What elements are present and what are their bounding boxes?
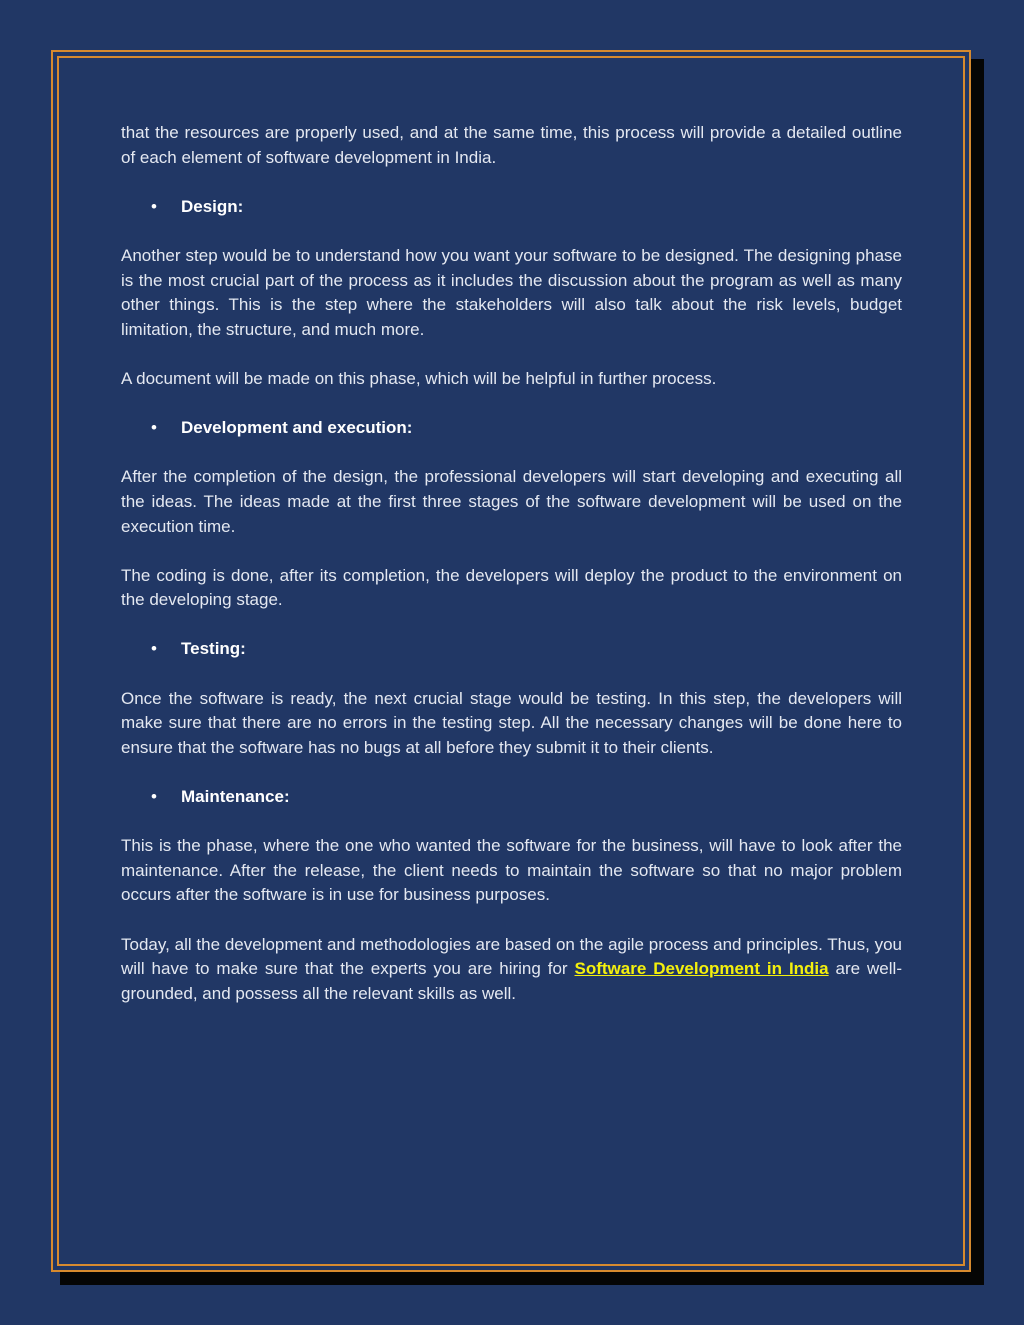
bullet-icon: • — [151, 639, 157, 659]
heading-design — [121, 195, 902, 220]
closing-paragraph — [121, 933, 902, 1007]
heading-maintenance-label: Maintenance: — [181, 787, 290, 807]
design-paragraph-1: Another step would be to understand how you want your software to be designed. The designing phase is the most crucial part of the process as it includes the discussion about the program as well as many other things. This is the step where the stakeholders will also talk about the risk levels, budget limitation, the structure, and much more. — [121, 245, 902, 339]
document-body — [121, 121, 902, 1006]
maintenance-paragraph-1: This is the phase, where the one who wanted the software for the business, will have to look after the maintenance. After the release, the client needs to maintain the software so that no major problem occurs after the software is in use for business purposes. — [121, 836, 902, 905]
heading-maintenance — [121, 785, 902, 810]
design-paragraph-2: A document will be made on this phase, which will be helpful in further process. — [121, 368, 717, 388]
heading-testing — [121, 637, 902, 662]
development-paragraph-1: After the completion of the design, the professional developers will start developing and executing all the ideas. The ideas made at the first three stages of the software development will be used on the execution time. — [121, 467, 902, 536]
intro-paragraph: that the resources are properly used, and at the same time, this process will provide a detailed outline of each element of software development in India. — [121, 123, 902, 167]
bullet-icon: • — [151, 196, 157, 216]
heading-development-label: Development and execution: — [181, 418, 413, 438]
closing-text-end: are well-grounded, and possess all the relevant skills as well. — [121, 959, 902, 1003]
bullet-icon: • — [151, 418, 157, 438]
heading-design-label: Design: — [181, 196, 244, 216]
closing-text-start: Today, all the development and methodologies are based on the agile process and principles. Thus, you will have to make sure that the experts you are hiring for — [121, 934, 902, 979]
testing-paragraph-1: Once the software is ready, the next crucial stage would be testing. In this step, the developers will make sure that there are no errors in the testing step. All the necessary changes will be done here to ensure that the software has no bugs at all before they submit it to their clients. — [121, 688, 902, 757]
heading-testing-label: Testing: — [181, 639, 246, 659]
heading-development — [121, 416, 902, 441]
development-paragraph-2: The coding is done, after its completion, the developers will deploy the product to the environment on the developing stage. — [121, 565, 902, 610]
bullet-icon: • — [151, 787, 157, 807]
software-development-india-link[interactable]: Software Development in India — [574, 959, 829, 979]
